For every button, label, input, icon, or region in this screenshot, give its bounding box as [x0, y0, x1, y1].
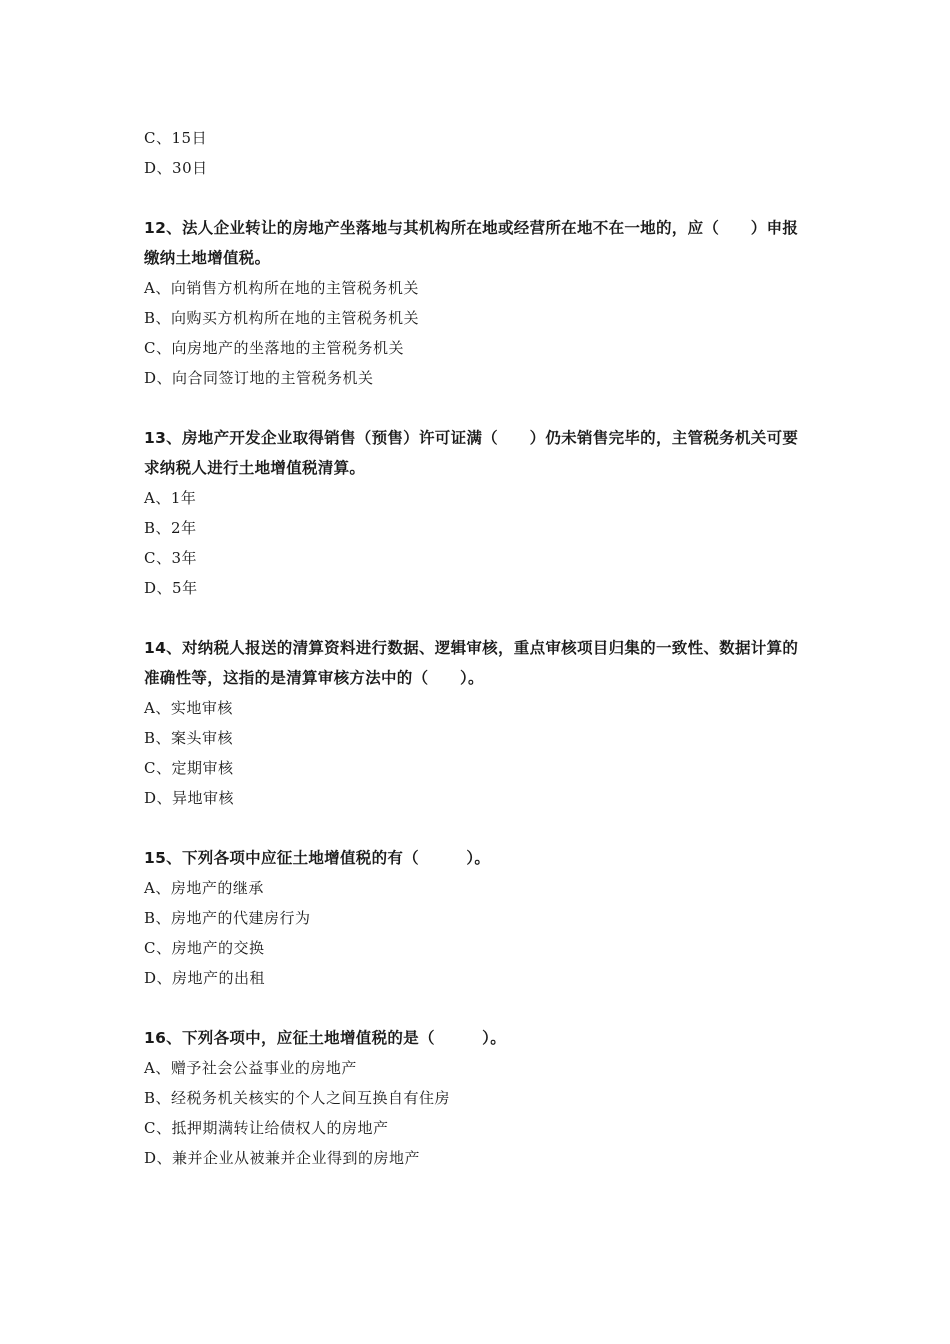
previous-question-options: [144, 123, 806, 183]
question-stem: 15、下列各项中应征土地增值税的有（ ）。: [144, 849, 491, 867]
option-c: C、定期审核: [144, 759, 234, 777]
question-13: [144, 423, 806, 603]
option-b: B、向购买方机构所在地的主管税务机关: [144, 309, 420, 327]
option-c: C、3年: [144, 549, 198, 567]
exam-content: [144, 123, 806, 1173]
option-c: C、15日: [144, 129, 208, 147]
option-a: A、房地产的继承: [144, 879, 264, 897]
option-b: B、经税务机关核实的个人之间互换自有住房: [144, 1089, 451, 1107]
question-12: [144, 213, 806, 393]
option-d: D、30日: [144, 159, 208, 177]
option-d: D、异地审核: [144, 789, 235, 807]
question-stem: 16、下列各项中，应征土地增值税的是（ ）。: [144, 1029, 507, 1047]
option-a: A、1年: [144, 489, 197, 507]
question-stem: 13、房地产开发企业取得销售（预售）许可证满（ ）仍未销售完毕的，主管税务机关可要求纳税人进行土地增值税清算。: [144, 429, 799, 477]
option-c: C、房地产的交换: [144, 939, 265, 957]
option-d: D、兼并企业从被兼并企业得到的房地产: [144, 1149, 421, 1167]
option-a: A、赠予社会公益事业的房地产: [144, 1059, 357, 1077]
question-stem: 12、法人企业转让的房地产坐落地与其机构所在地或经营所在地不在一地的，应（ ）申报缴纳土地增值税。: [144, 219, 799, 267]
option-d: D、向合同签订地的主管税务机关: [144, 369, 374, 387]
question-16: [144, 1023, 806, 1173]
question-15: [144, 843, 806, 993]
option-c: C、抵押期满转让给债权人的房地产: [144, 1119, 389, 1137]
option-b: B、2年: [144, 519, 197, 537]
option-d: D、房地产的出租: [144, 969, 266, 987]
option-b: B、案头审核: [144, 729, 234, 747]
question-14: [144, 633, 806, 813]
option-b: B、房地产的代建房行为: [144, 909, 311, 927]
option-a: A、实地审核: [144, 699, 233, 717]
option-d: D、5年: [144, 579, 198, 597]
question-stem: 14、对纳税人报送的清算资料进行数据、逻辑审核，重点审核项目归集的一致性、数据计算的准确性等，这指的是清算审核方法中的（ ）。: [144, 639, 799, 687]
option-c: C、向房地产的坐落地的主管税务机关: [144, 339, 404, 357]
option-a: A、向销售方机构所在地的主管税务机关: [144, 279, 419, 297]
